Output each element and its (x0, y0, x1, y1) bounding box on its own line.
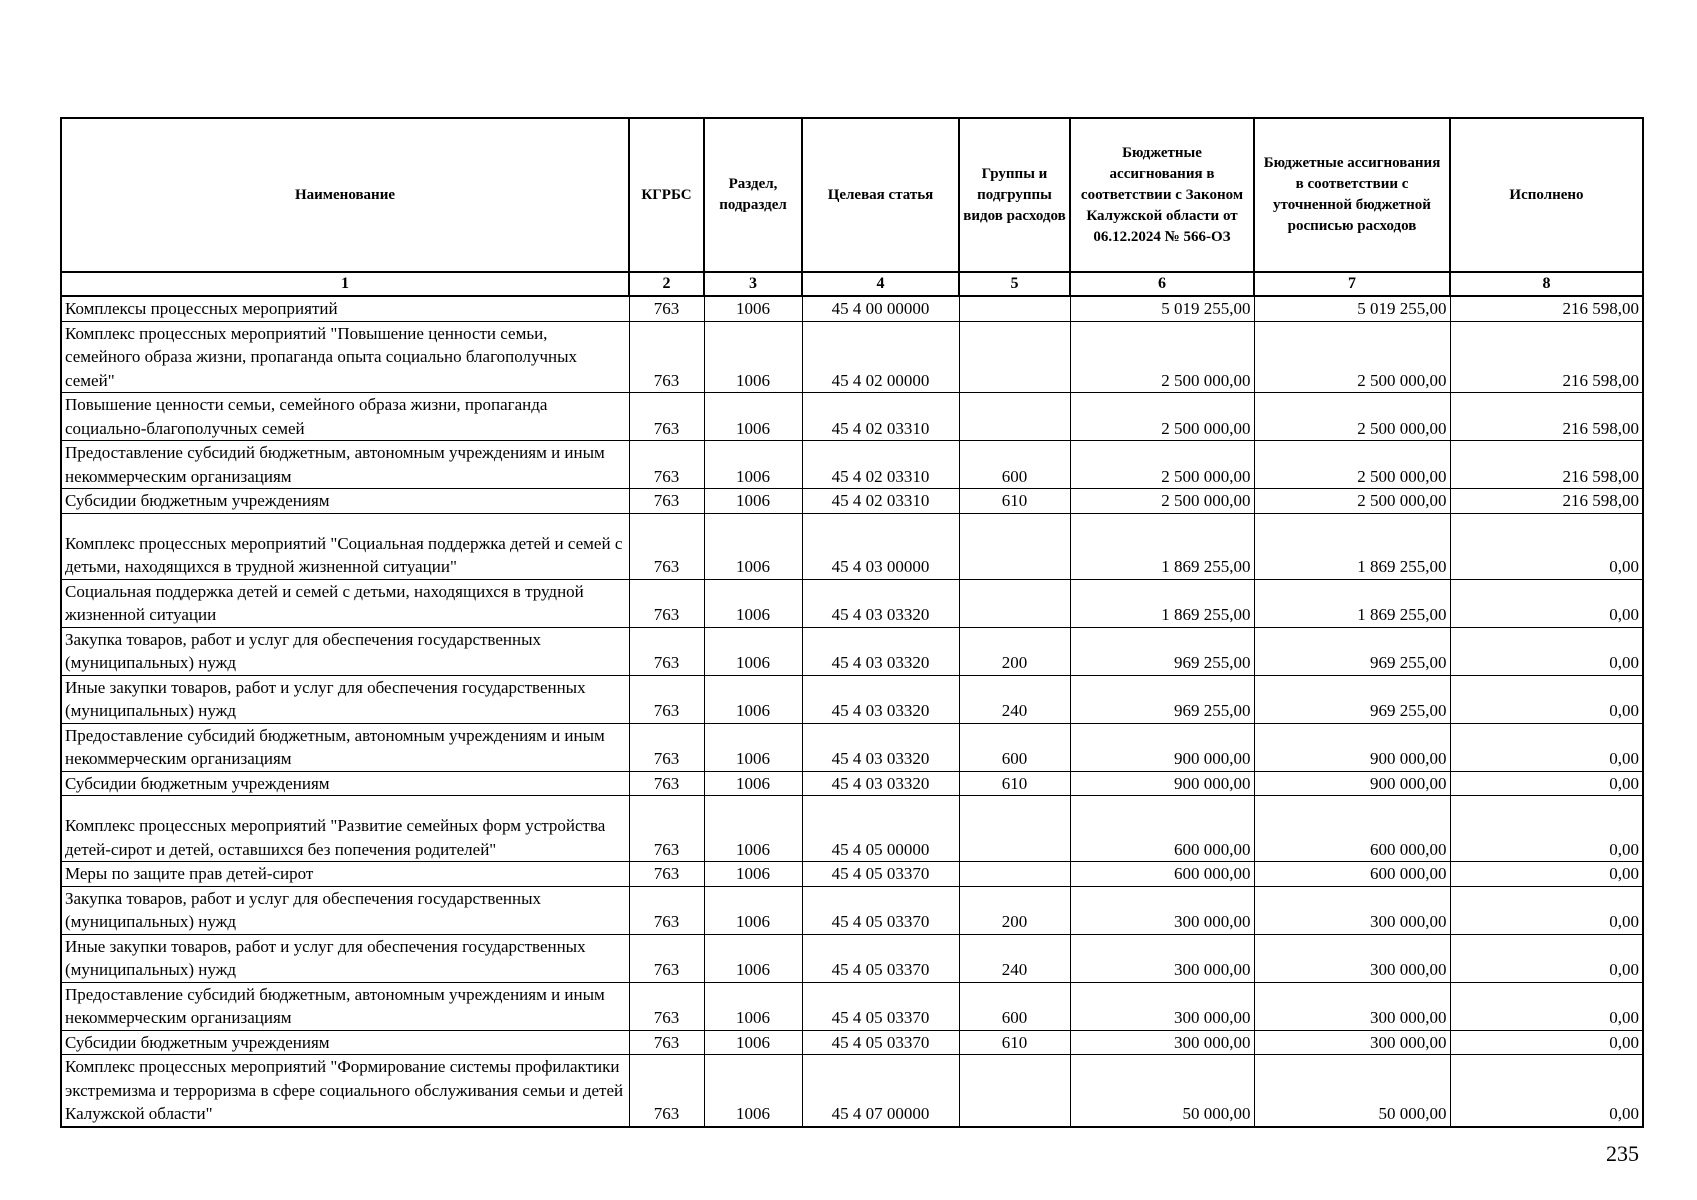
cell-executed: 216 598,00 (1450, 296, 1643, 321)
cell-refined-allocation: 300 000,00 (1254, 1030, 1450, 1055)
cell-executed: 0,00 (1450, 886, 1643, 934)
cell-section: 1006 (704, 296, 802, 321)
cell-kgrbs: 763 (629, 862, 704, 887)
cell-expense-group (959, 579, 1070, 627)
cell-target-article: 45 4 05 03370 (802, 1030, 959, 1055)
header-row (61, 118, 1643, 272)
cell-kgrbs: 763 (629, 627, 704, 675)
cell-name: Предоставление субсидий бюджетным, автономным учреждениям и иным некоммерческим организациям (61, 982, 629, 1030)
cell-refined-allocation: 5 019 255,00 (1254, 296, 1450, 321)
cell-expense-group: 600 (959, 982, 1070, 1030)
cell-name: Повышение ценности семьи, семейного образа жизни, пропаганда социально-благополучных семей (61, 393, 629, 441)
header-refined-allocations: Бюджетные ассигнования в соответствии с уточненной бюджетной росписью расходов (1254, 118, 1450, 272)
cell-expense-group (959, 296, 1070, 321)
table-row (61, 393, 1643, 441)
header-kgrbs: КГРБС (629, 118, 704, 272)
cell-expense-group: 610 (959, 771, 1070, 796)
cell-target-article: 45 4 05 03370 (802, 862, 959, 887)
cell-expense-group: 610 (959, 1030, 1070, 1055)
cell-executed: 0,00 (1450, 1030, 1643, 1055)
cell-law-allocation: 600 000,00 (1070, 862, 1254, 887)
cell-section: 1006 (704, 1055, 802, 1127)
cell-expense-group (959, 393, 1070, 441)
cell-name: Иные закупки товаров, работ и услуг для обеспечения государственных (муниципальных) нужд (61, 675, 629, 723)
cell-kgrbs: 763 (629, 579, 704, 627)
cell-kgrbs: 763 (629, 1030, 704, 1055)
cell-name: Субсидии бюджетным учреждениям (61, 771, 629, 796)
cell-refined-allocation: 600 000,00 (1254, 862, 1450, 887)
table-row (61, 296, 1643, 321)
column-number-row (61, 272, 1643, 296)
table-row (61, 886, 1643, 934)
cell-kgrbs: 763 (629, 296, 704, 321)
cell-name: Субсидии бюджетным учреждениям (61, 489, 629, 514)
cell-expense-group: 600 (959, 441, 1070, 489)
table-row (61, 1055, 1643, 1127)
cell-executed: 0,00 (1450, 862, 1643, 887)
cell-kgrbs: 763 (629, 393, 704, 441)
cell-law-allocation: 2 500 000,00 (1070, 321, 1254, 393)
cell-executed: 0,00 (1450, 934, 1643, 982)
cell-refined-allocation: 1 869 255,00 (1254, 579, 1450, 627)
header-expense-groups: Группы и подгруппы видов расходов (959, 118, 1070, 272)
header-law-allocations: Бюджетные ассигнования в соответствии с Законом Калужской области от 06.12.2024 № 566-ОЗ (1070, 118, 1254, 272)
cell-target-article: 45 4 05 00000 (802, 796, 959, 862)
cell-name: Предоставление субсидий бюджетным, автономным учреждениям и иным некоммерческим организациям (61, 723, 629, 771)
cell-refined-allocation: 1 869 255,00 (1254, 513, 1450, 579)
cell-kgrbs: 763 (629, 513, 704, 579)
cell-expense-group: 200 (959, 886, 1070, 934)
table-row (61, 771, 1643, 796)
budget-table (60, 117, 1644, 1128)
cell-name: Социальная поддержка детей и семей с детьми, находящихся в трудной жизненной ситуации (61, 579, 629, 627)
cell-kgrbs: 763 (629, 321, 704, 393)
cell-refined-allocation: 2 500 000,00 (1254, 321, 1450, 393)
cell-executed: 216 598,00 (1450, 321, 1643, 393)
page-number: 235 (1606, 1141, 1639, 1166)
cell-target-article: 45 4 00 00000 (802, 296, 959, 321)
column-number: 4 (802, 272, 959, 296)
cell-executed: 0,00 (1450, 771, 1643, 796)
cell-section: 1006 (704, 723, 802, 771)
cell-executed: 0,00 (1450, 579, 1643, 627)
cell-kgrbs: 763 (629, 441, 704, 489)
cell-law-allocation: 1 869 255,00 (1070, 513, 1254, 579)
column-number: 2 (629, 272, 704, 296)
cell-target-article: 45 4 05 03370 (802, 982, 959, 1030)
cell-target-article: 45 4 03 03320 (802, 771, 959, 796)
cell-kgrbs: 763 (629, 771, 704, 796)
cell-kgrbs: 763 (629, 886, 704, 934)
table-row (61, 513, 1643, 579)
cell-target-article: 45 4 03 03320 (802, 579, 959, 627)
table-row (61, 982, 1643, 1030)
table-row (61, 321, 1643, 393)
cell-target-article: 45 4 02 03310 (802, 393, 959, 441)
column-number: 5 (959, 272, 1070, 296)
cell-executed: 0,00 (1450, 796, 1643, 862)
header-section: Раздел, подраздел (704, 118, 802, 272)
cell-law-allocation: 900 000,00 (1070, 771, 1254, 796)
cell-kgrbs: 763 (629, 934, 704, 982)
cell-law-allocation: 900 000,00 (1070, 723, 1254, 771)
cell-expense-group (959, 321, 1070, 393)
cell-refined-allocation: 300 000,00 (1254, 982, 1450, 1030)
cell-name: Иные закупки товаров, работ и услуг для обеспечения государственных (муниципальных) нужд (61, 934, 629, 982)
cell-executed: 216 598,00 (1450, 489, 1643, 514)
cell-executed: 0,00 (1450, 513, 1643, 579)
cell-executed: 0,00 (1450, 1055, 1643, 1127)
cell-name: Комплекс процессных мероприятий "Развитие семейных форм устройства детей-сирот и детей, оставшихся без попечения родителей" (61, 796, 629, 862)
cell-section: 1006 (704, 934, 802, 982)
table-row (61, 627, 1643, 675)
cell-section: 1006 (704, 1030, 802, 1055)
cell-expense-group: 610 (959, 489, 1070, 514)
cell-section: 1006 (704, 771, 802, 796)
cell-name: Закупка товаров, работ и услуг для обеспечения государственных (муниципальных) нужд (61, 886, 629, 934)
cell-executed: 0,00 (1450, 627, 1643, 675)
cell-target-article: 45 4 02 03310 (802, 441, 959, 489)
cell-executed: 216 598,00 (1450, 393, 1643, 441)
cell-kgrbs: 763 (629, 675, 704, 723)
cell-name: Комплексы процессных мероприятий (61, 296, 629, 321)
cell-name: Предоставление субсидий бюджетным, автономным учреждениям и иным некоммерческим организациям (61, 441, 629, 489)
cell-refined-allocation: 2 500 000,00 (1254, 393, 1450, 441)
cell-expense-group: 240 (959, 675, 1070, 723)
cell-law-allocation: 2 500 000,00 (1070, 441, 1254, 489)
cell-expense-group: 200 (959, 627, 1070, 675)
cell-target-article: 45 4 07 00000 (802, 1055, 959, 1127)
cell-law-allocation: 969 255,00 (1070, 627, 1254, 675)
cell-law-allocation: 50 000,00 (1070, 1055, 1254, 1127)
cell-refined-allocation: 50 000,00 (1254, 1055, 1450, 1127)
cell-section: 1006 (704, 862, 802, 887)
cell-executed: 0,00 (1450, 675, 1643, 723)
cell-law-allocation: 600 000,00 (1070, 796, 1254, 862)
table-row (61, 862, 1643, 887)
cell-target-article: 45 4 05 03370 (802, 886, 959, 934)
cell-law-allocation: 300 000,00 (1070, 982, 1254, 1030)
cell-kgrbs: 763 (629, 1055, 704, 1127)
table-row (61, 723, 1643, 771)
cell-refined-allocation: 300 000,00 (1254, 886, 1450, 934)
cell-expense-group: 240 (959, 934, 1070, 982)
cell-section: 1006 (704, 627, 802, 675)
cell-law-allocation: 2 500 000,00 (1070, 393, 1254, 441)
cell-kgrbs: 763 (629, 982, 704, 1030)
cell-refined-allocation: 600 000,00 (1254, 796, 1450, 862)
table-row (61, 579, 1643, 627)
cell-name: Комплекс процессных мероприятий "Социальная поддержка детей и семей с детьми, находящихся в трудной жизненной ситуации" (61, 513, 629, 579)
cell-section: 1006 (704, 886, 802, 934)
column-number: 3 (704, 272, 802, 296)
cell-executed: 0,00 (1450, 723, 1643, 771)
cell-target-article: 45 4 02 03310 (802, 489, 959, 514)
cell-section: 1006 (704, 982, 802, 1030)
cell-section: 1006 (704, 441, 802, 489)
cell-law-allocation: 300 000,00 (1070, 934, 1254, 982)
cell-name: Меры по защите прав детей-сирот (61, 862, 629, 887)
cell-refined-allocation: 969 255,00 (1254, 675, 1450, 723)
cell-name: Закупка товаров, работ и услуг для обеспечения государственных (муниципальных) нужд (61, 627, 629, 675)
table-row (61, 1030, 1643, 1055)
cell-law-allocation: 300 000,00 (1070, 886, 1254, 934)
cell-name: Комплекс процессных мероприятий "Формирование системы профилактики экстремизма и терроризма в сфере социального обслуживания семьи и детей Калужской области" (61, 1055, 629, 1127)
cell-refined-allocation: 900 000,00 (1254, 771, 1450, 796)
table-row (61, 796, 1643, 862)
cell-section: 1006 (704, 513, 802, 579)
cell-target-article: 45 4 03 03320 (802, 627, 959, 675)
header-name: Наименование (61, 118, 629, 272)
cell-refined-allocation: 2 500 000,00 (1254, 441, 1450, 489)
cell-expense-group (959, 796, 1070, 862)
header-target-article: Целевая статья (802, 118, 959, 272)
cell-section: 1006 (704, 393, 802, 441)
cell-kgrbs: 763 (629, 489, 704, 514)
cell-law-allocation: 5 019 255,00 (1070, 296, 1254, 321)
cell-section: 1006 (704, 321, 802, 393)
cell-law-allocation: 2 500 000,00 (1070, 489, 1254, 514)
cell-law-allocation: 300 000,00 (1070, 1030, 1254, 1055)
table-row (61, 441, 1643, 489)
cell-target-article: 45 4 02 00000 (802, 321, 959, 393)
cell-kgrbs: 763 (629, 796, 704, 862)
cell-section: 1006 (704, 579, 802, 627)
cell-target-article: 45 4 05 03370 (802, 934, 959, 982)
header-executed: Исполнено (1450, 118, 1643, 272)
cell-name: Субсидии бюджетным учреждениям (61, 1030, 629, 1055)
cell-executed: 216 598,00 (1450, 441, 1643, 489)
cell-expense-group (959, 513, 1070, 579)
cell-kgrbs: 763 (629, 723, 704, 771)
cell-section: 1006 (704, 796, 802, 862)
cell-refined-allocation: 2 500 000,00 (1254, 489, 1450, 514)
cell-target-article: 45 4 03 00000 (802, 513, 959, 579)
cell-refined-allocation: 900 000,00 (1254, 723, 1450, 771)
cell-law-allocation: 969 255,00 (1070, 675, 1254, 723)
cell-section: 1006 (704, 675, 802, 723)
cell-executed: 0,00 (1450, 982, 1643, 1030)
cell-section: 1006 (704, 489, 802, 514)
cell-expense-group (959, 1055, 1070, 1127)
column-number: 7 (1254, 272, 1450, 296)
cell-refined-allocation: 300 000,00 (1254, 934, 1450, 982)
table-row (61, 934, 1643, 982)
cell-law-allocation: 1 869 255,00 (1070, 579, 1254, 627)
table-row (61, 489, 1643, 514)
cell-name: Комплекс процессных мероприятий "Повышение ценности семьи, семейного образа жизни, пропаганда опыта социально благополучных семей" (61, 321, 629, 393)
column-number: 1 (61, 272, 629, 296)
table-row (61, 675, 1643, 723)
column-number: 6 (1070, 272, 1254, 296)
cell-refined-allocation: 969 255,00 (1254, 627, 1450, 675)
cell-target-article: 45 4 03 03320 (802, 723, 959, 771)
column-number: 8 (1450, 272, 1643, 296)
cell-target-article: 45 4 03 03320 (802, 675, 959, 723)
cell-expense-group: 600 (959, 723, 1070, 771)
cell-expense-group (959, 862, 1070, 887)
